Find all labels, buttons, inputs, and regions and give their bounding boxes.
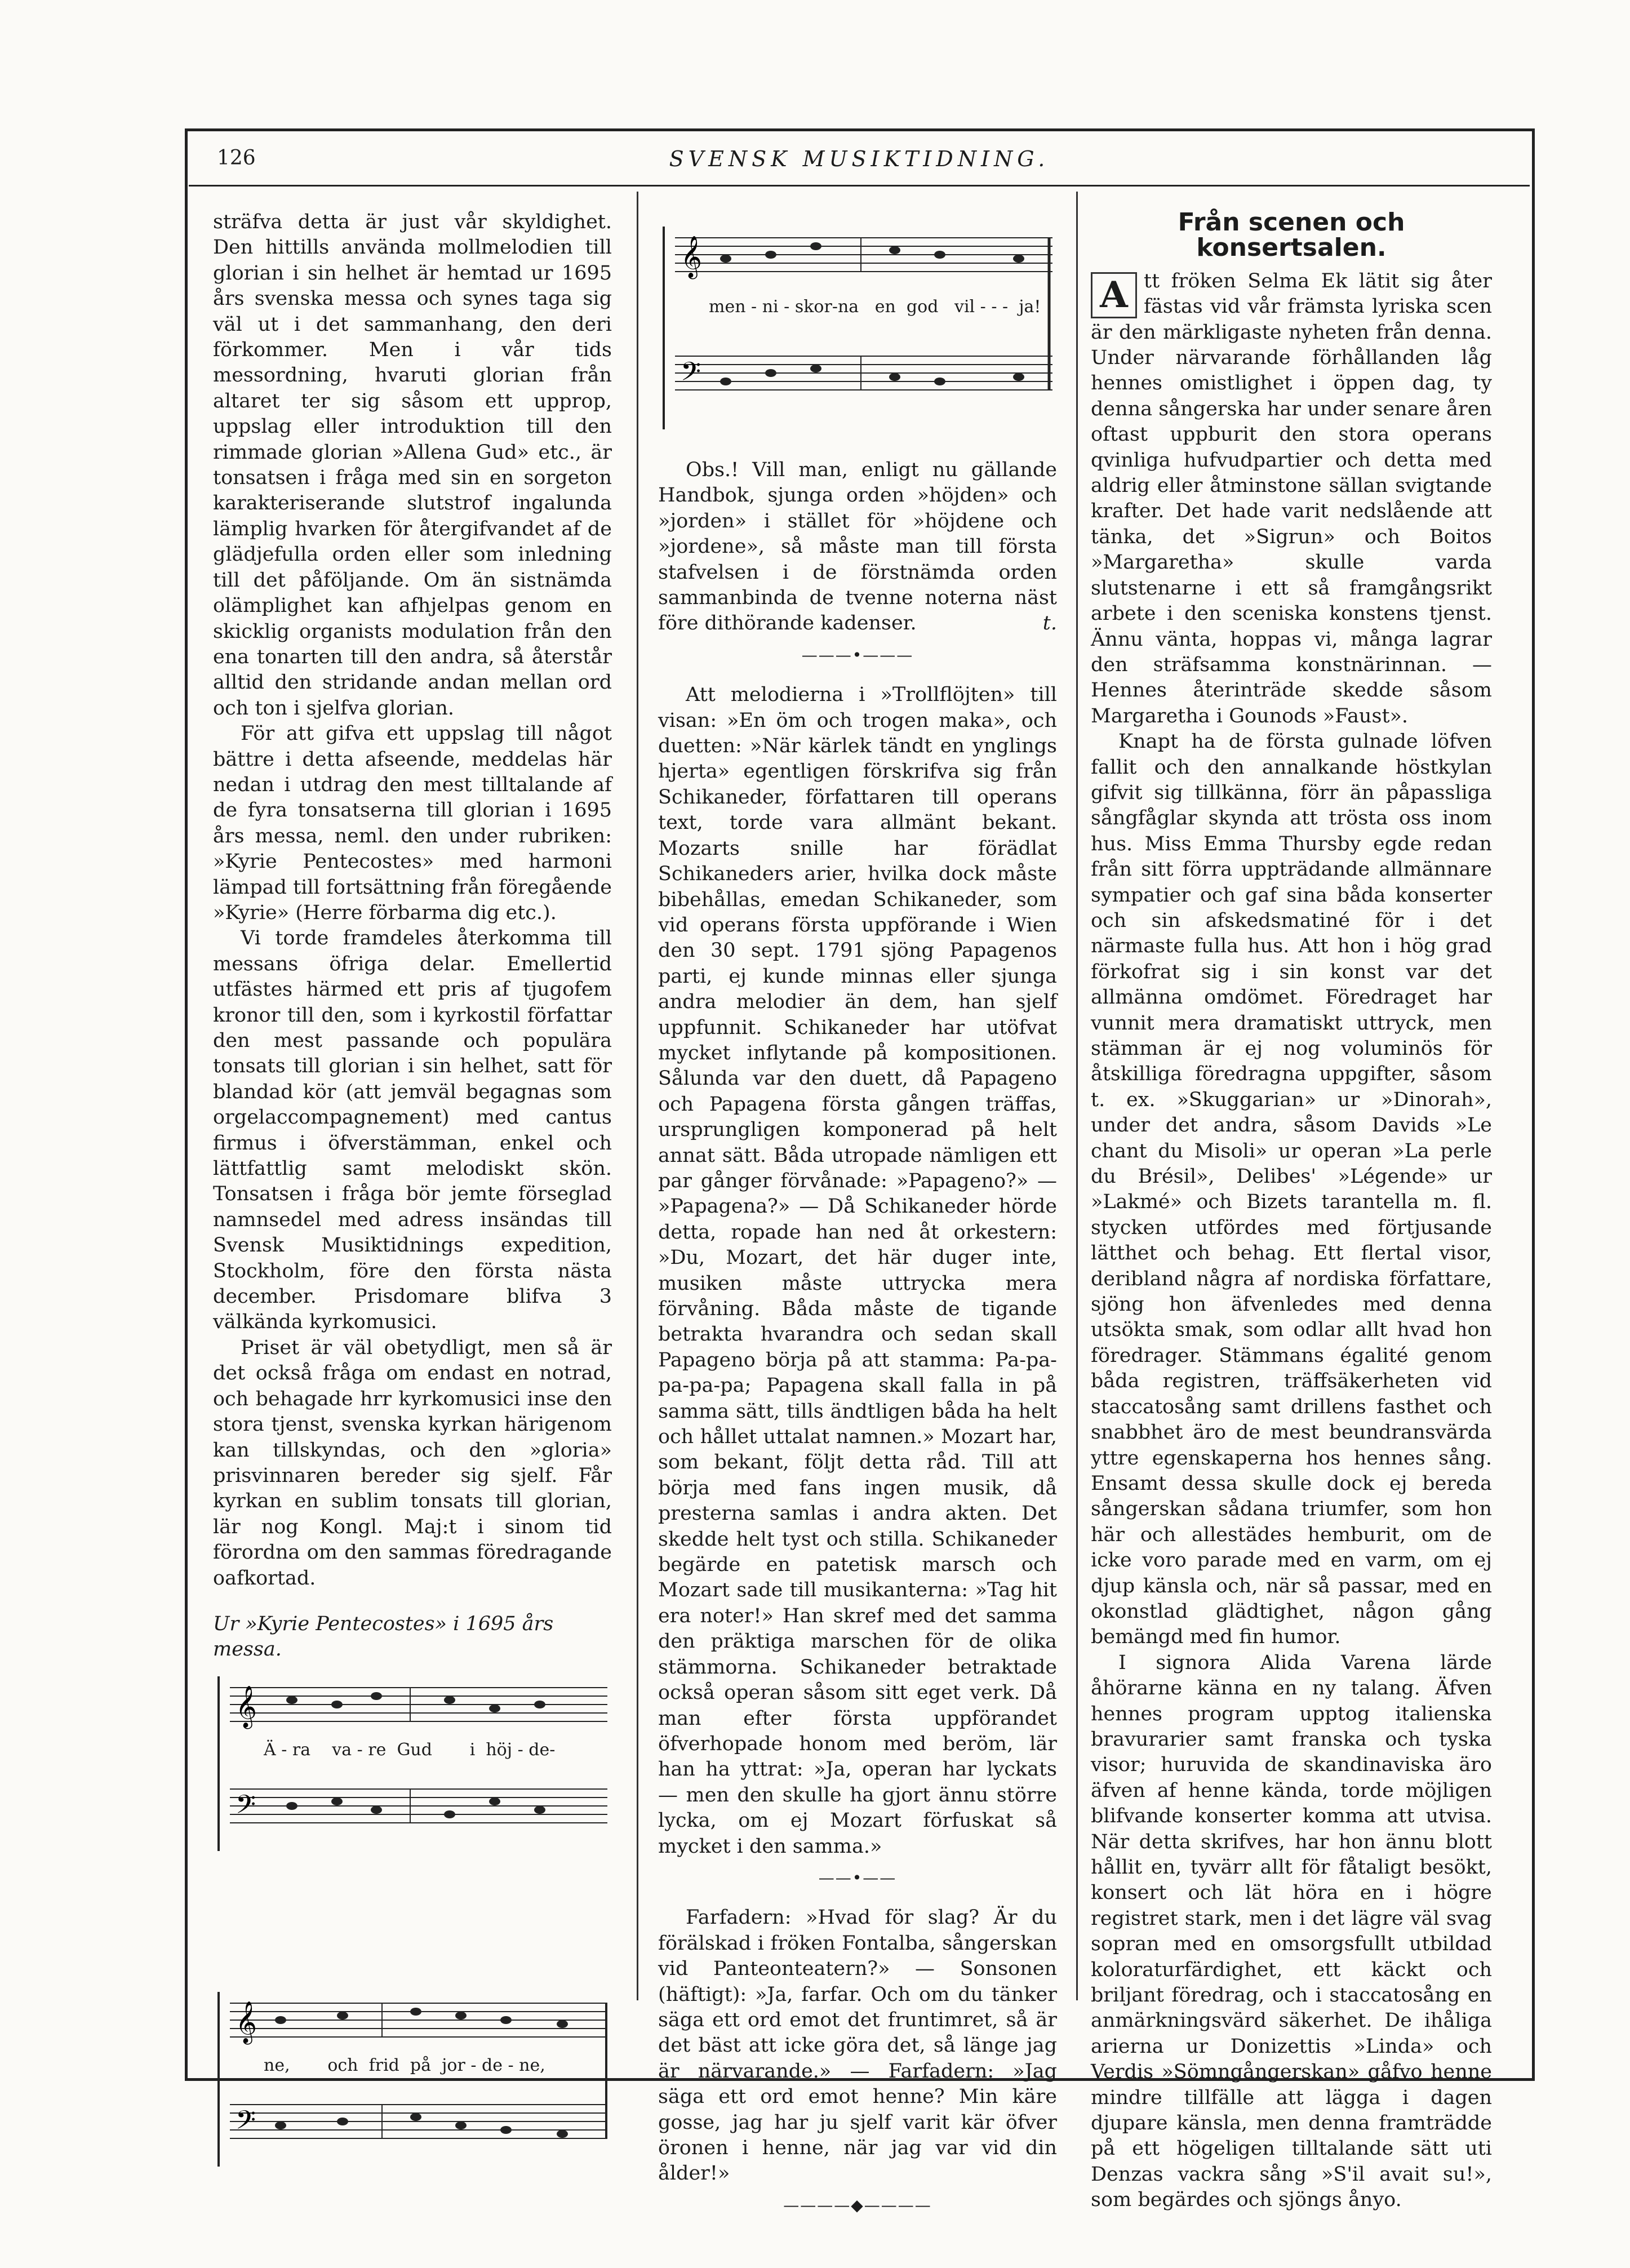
dropcap: A: [1091, 272, 1137, 318]
ornament-divider: ————◆————: [783, 2195, 932, 2214]
paragraph-text: tt fröken Selma Ek lätit sig åter fästas vid vår främsta lyriska scen är den märkligaste nyheten från denna. Under närvarande förhållanden låg hennes omistlighet i öppen dag, ty denna sångerska har under senare åren oftast uppburit den stora operans qvinliga hufvudpartier och detta med aldrig eller åtminstone sällan svigtande krafter. Det hade varit nedslående att tänka, det »Sigrun» och Boitos »Margaretha» skulle varda slutstenarne i ett så framgångsrikt arbete i den sceniska konstens tjenst. Ännu vänta, hoppas vi, många lagrar den sträfsamma konstnärinnan. — Hennes återinträde skedde såsom Margaretha i Gounods »Faust».: [1091, 269, 1492, 727]
music-score-1: [213, 1671, 612, 1986]
page-number: 126: [217, 147, 256, 170]
music-staff-system-2: [213, 1986, 612, 2189]
paragraph: [1091, 269, 1492, 729]
paragraph: För att gifva ett uppslag till något bättre i detta afseende, meddelas här nedan i utdrag den mest tilltalande af de fyra tonsatserna till glorian i 1695 års messa, neml. den under rubriken: »Kyrie Pentecostes» med harmoni lämpad till fortsättning från föregående »Kyrie» (Herre förbarma dig etc.).: [213, 722, 612, 924]
svg-text:𝄞: 𝄞: [236, 1685, 257, 1728]
paragraph: Att melodierna i »Trollflöjten» till visan: »En öm och trogen maka», och duetten: »När kärlek tändt en ynglings hjerta» egentligen förskrifva sig från Schikaneder, författaren till operans text, torde vara allmänt bekant. Mozarts snille har förädlat Schikaneders arier, hvilka dock måste bibehållas, emedan Schikaneder, som vid operans första uppförande i Wien den 30 sept. 1791 sjöng Papagenos parti, ej kunde minnas eller sjunga andra melodier än dem, han sjelf uppfunnit. Schikaneder har utöfvat mycket inflytande på kompositionen. Sålunda var den duett, då Papageno och Papagena första gången träffas, ursprungligen komponerad på helt annat sätt. Båda utropade nämligen ett par gånger förvånade: »Papageno?» — »Papagena?» — Då Schikaneder hörde detta, ropade han ned åt orkestern: »Du, Mozart, det här duger inte, musiken måste uttrycka mera förvåning. Båda måste de tigande betrakta hvarandra och sedan skall Papageno börja på att stamma: Pa-pa-pa-pa-pa; Papagena skall falla in på samma sätt, tills ändtligen båda ha helt och hållet uttalat namnen.» Mozart har, som bekant, följt detta råd. Till att börja med fans ingen musik, då presterna samlas i andra akten. Det skedde helt tyst och stilla. Schikaneder begärde en patetisk marsch och Mozart sade till musikanterna: »Tag hit era noter!» Han skref med det samma den präktiga marschen för de olika stämmorna. Schikaneder betraktade också operan såsom sitt eget verk. Då man efter första uppförandet öfverhopade honom med beröm, lär han ha yttrat: »Ja, operan har lyckats — men den skulle ha gjort ännu större lycka, om ej Mozart förfuskat så mycket i den samma.»: [658, 683, 1057, 1858]
lyrics-line-2: ne, och frid på jor - de - ne,: [264, 2055, 545, 2075]
page-header: [189, 135, 1530, 185]
obs-paragraph: [658, 458, 1057, 637]
obs-text: Obs.! Vill man, enligt nu gällande Handbok, sjunga orden »höjden» och »jorden» i stället för »höjdene och »jordene», så måste man till första stafvelsen i de förstnämda orden sammanbinda de tvenne noterna näst före dithörande kadenser.: [658, 459, 1057, 635]
header-rule: [189, 185, 1530, 187]
svg-text:𝄢: 𝄢: [236, 1789, 256, 1826]
svg-text:𝄢: 𝄢: [681, 357, 701, 393]
paragraph: Knapt ha de första gulnade löfven fallit och den annalkande höstkylan gifvit sig tillkänna, förr än påpassliga sångfåglar skynda att trösta oss inom hus. Miss Emma Thursby egde redan från sitt förra uppträdande allmännare sympatier och gaf sina båda konserter och sin afskedsmatiné för i det närmaste fulla hus. Att hon i hög grad förkofrat sig i sin konst var det allmänna omdömet. Föredraget har vunnit mera dramatiskt uttryck, men stämman är ej nog voluminös för åtskilliga föredragna uppgifter, såsom t. ex. »Skuggarian» ur »Dinorah», under det andra, såsom Davids »Le chant du Misoli» ur operan »La perle du Brésil», Delibes' »Légende» ur »Lakmé» och Bizets tarantella m. fl. stycken utfördes med förtjusande lätthet och behag. Ett flertal visor, deribland några af nordiska författare, sjöng hon äfvenledes med denna utsökta smak, som odlar allt hvad hon föredrager. Stämmans égalité genom båda registren, träffsäkerheten vid staccatosång samt drillens fasthet och snabbhet äro de mest beundransvärda yttre egenskaperna hos hennes sång. Ensamt dessa skulle dock ej bereda sångerskan sådana triumfer, som hon här och allestädes hemburit, om de icke voro parade med en varm, om ej djup känsla och, när så passar, med en okonstlad glädtighet, någon gång bemängd med fin humor.: [1091, 730, 1492, 1649]
column-1: [213, 210, 612, 2268]
music-score-3: [658, 210, 1057, 458]
column-3: [1091, 210, 1492, 2213]
music-staff-system-3: [658, 210, 1057, 458]
paragraph: Farfadern: »Hvad för slag? Är du förälskad i fröken Fontalba, sångerskan vid Panteonteatern?» — Sonsonen (häftigt): »Ja, farfar. Och om du tänker säga ett ord emot det fruntimret, så är det bäst att icke göra det, så länge jag är närvarande.» — Farfadern: »Jag säga ett ord emot henne? Min käre gosse, jag har ju sjelf varit kär öfver öronen i henne, när jag var vid din ålder!»: [658, 1906, 1057, 2185]
music-staff-system-1: [213, 1671, 612, 1986]
section-title: Från scenen och konsertsalen.: [1178, 208, 1405, 263]
ornament-divider: ———•———: [801, 645, 914, 664]
journal-title: SVENSK MUSIKTIDNING.: [669, 147, 1050, 171]
paragraph: Vi torde framdeles återkomma till messans öfriga delar. Emellertid utfästes härmed ett pris af tjugofem kronor till den, som i kyrkostil författar den mest passande och populära tonsats till glorian i sin helhet, satt för blandad kör (att jemväl begagnas som orgelaccompagnement) med cantus firmus i öfverstämman, enkel och lättfattlig samt melodiskt skön. Tonsatsen i fråga bör jemte förseglad namnsedel med adress insändas till Svensk Musiktidnings expedition, Stockholm, före den första nästa december. Prisdomare blifva 3 välkända kyrkomusici.: [213, 927, 612, 1334]
ornament-divider: ——•——: [818, 1868, 897, 1887]
paragraph: I signora Alida Varena lärde åhörarne känna en ny talang. Äfven hennes program upptog italienska bravurarier samt franska och tyska visor; huruvida de skandinaviska äro äfven af henne kända, torde möjligen blifvande konserter komma att utvisa. När detta skrifves, har hon ännu blott hållit en, tyvärr allt för fåtaligt besökt, konsert och lät höra en i högre registret stark, men i det lägre väl svag sopran med en omsorgsfullt utbildad koloraturfärdighet, ett käckt och briljant föredrag, och i staccatosång en anmärkningsvärd säkerhet. De ihåliga arierna ur Donizettis »Linda» och Verdis »Sömngångerskan» gåfvo henne mindre tillfälle att lägga i dagen djupare känsla, men denna framträdde på ett högeligen tilltalande sätt uti Denzas vackra sång »S'il avait su!», som begärdes och sjöngs ånyo.: [1091, 1651, 1492, 2212]
column-divider-1: [637, 192, 638, 2000]
svg-text:𝄢: 𝄢: [236, 2105, 256, 2142]
column-divider-2: [1076, 192, 1078, 2000]
music-score-2: [213, 1986, 612, 2268]
column-2: [658, 210, 1057, 2223]
svg-text:𝄞: 𝄞: [681, 236, 702, 278]
lyrics-line-1: Ä - ra va - re Gud i höj - de-: [264, 1739, 556, 1760]
lyrics-line-3: men - ni - skor-na en god vil - - - ja!: [709, 297, 1041, 317]
music-caption: Ur »Kyrie Pentecostes» i 1695 års messa.: [213, 1612, 554, 1661]
paragraph: Priset är väl obetydligt, men så är det också fråga om endast en notrad, och behagade hrr kyrkomusici inse den stora tjenst, svenska kyrkan härigenom kan tillskyndas, och den »gloria» prisvinnaren bereder sig sjelf. Får kyrkan en sublim tonsats till glorian, lär nog Kongl. Maj:t i sinom tid förordna om den sammas föredragande oafkortad.: [213, 1336, 612, 1590]
obs-signature: t.: [1042, 612, 1057, 635]
paragraph: sträfva detta är just vår skyldighet. Den hittills använda mollmelodien till glorian i sin helhet är hemtad ur 1695 års svenska messa och synes taga sig väl ut i det sammanhang, den deri förkommer. Men i vår tids messordning, hvaruti glorian från altaret ter sig såsom ett upprop, uppslag eller introduktion till den rimmade glorian »Allena Gud» etc., är tonsatsen i fråga med sin en sorgeton karakteriserande slutstrof ingalunda lämplig hvarken för återgifvandet af de glädjefulla orden eller som inledning till det påföljande. Om än sistnämda olämplighet kan afhjelpas genom en skicklig organists modulation från den ena tonarten till den andra, så återstår alltid den stridande andan mellan ord och ton i sjelfva glorian.: [213, 211, 612, 720]
svg-text:𝄞: 𝄞: [236, 2001, 257, 2043]
